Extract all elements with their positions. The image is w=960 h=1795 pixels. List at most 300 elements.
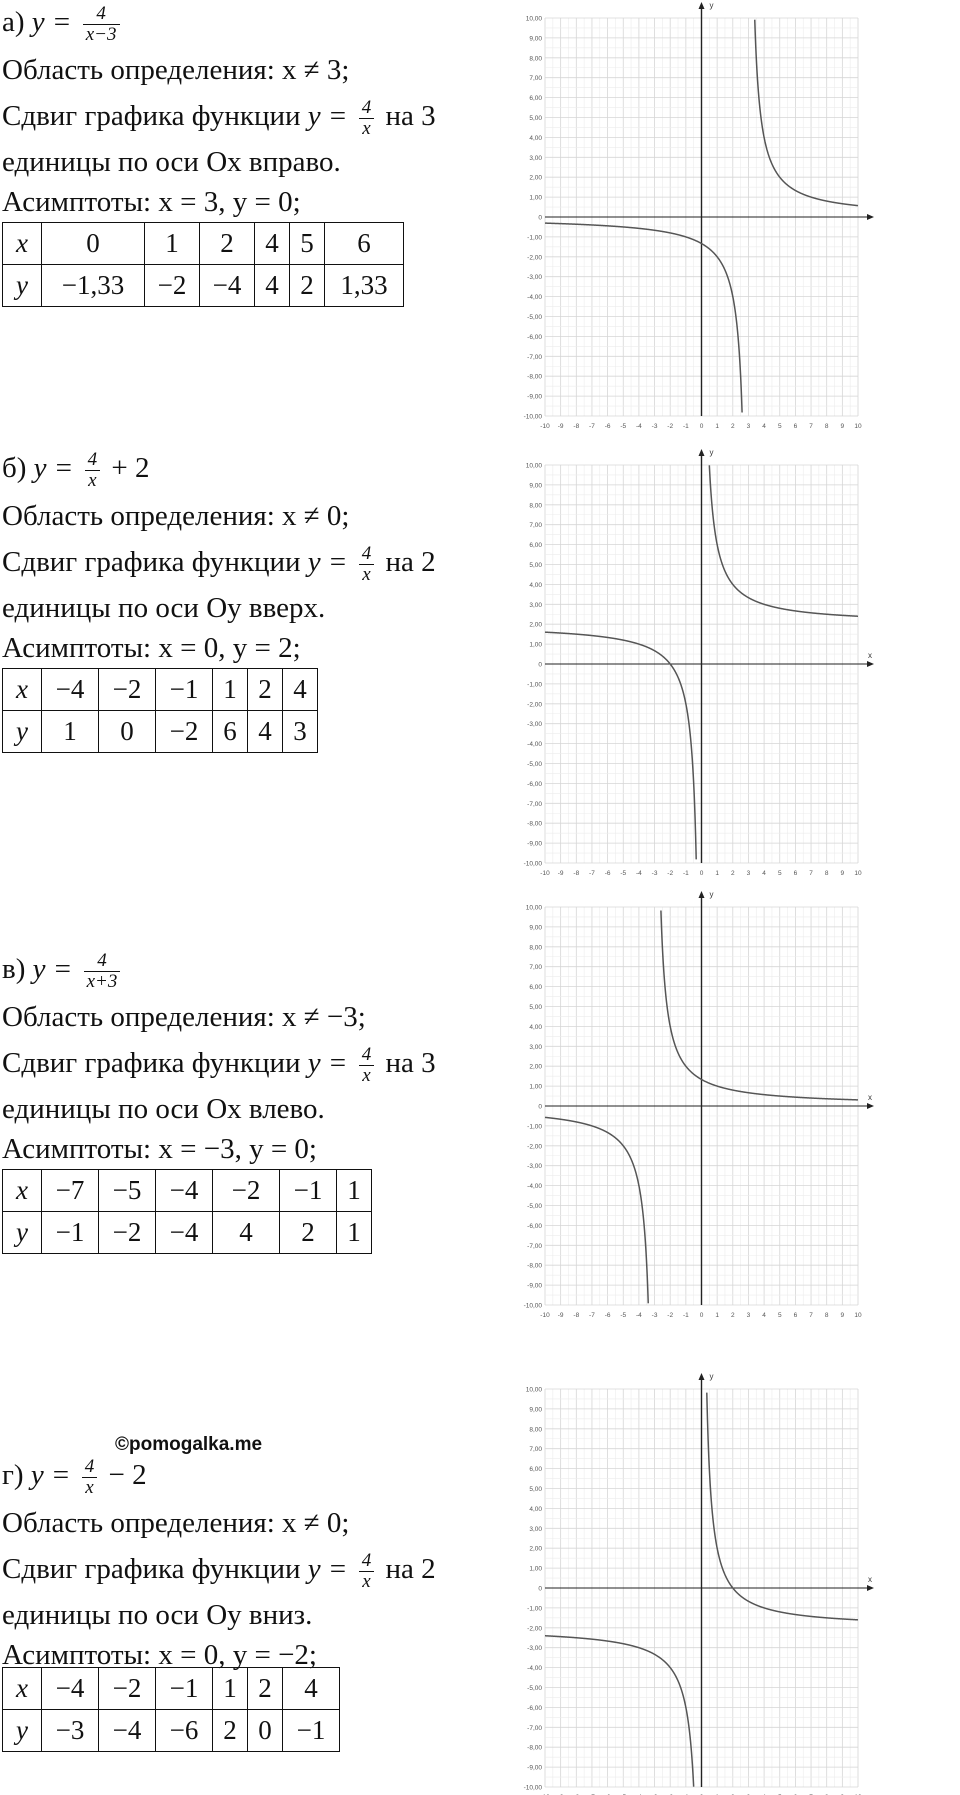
x-axis-arrow <box>867 661 874 667</box>
x-tick-label: 5 <box>777 870 782 877</box>
y-tick-label: -3,00 <box>527 1645 542 1653</box>
y-tick-label: -8,00 <box>527 1262 542 1270</box>
x-tick-label: 1 <box>715 423 719 430</box>
table-cell: 1 <box>42 711 99 753</box>
table-header-y: y <box>3 265 42 307</box>
x-tick-label: -10 <box>540 423 550 430</box>
shift-fraction <box>359 98 375 139</box>
table-cell: −2 <box>145 265 200 307</box>
fraction-denominator: x <box>359 1571 375 1592</box>
y-tick-label: -9,00 <box>527 1764 542 1772</box>
x-tick-label: 0 <box>699 1312 704 1319</box>
table-row-x <box>3 669 318 711</box>
x-tick-label: 1 <box>715 1312 719 1319</box>
formula-fraction <box>85 450 101 491</box>
fraction-denominator: x+3 <box>84 971 121 992</box>
x-tick-label: 9 <box>840 870 845 877</box>
x-tick-label: 3 <box>746 423 751 430</box>
function-plot-d <box>510 1355 960 1795</box>
x-tick-label: -8 <box>573 870 580 877</box>
values-table <box>2 1169 372 1254</box>
x-axis-label: x <box>868 651 872 660</box>
y-tick-label: 6,00 <box>529 542 542 550</box>
problem-d <box>0 1355 960 1795</box>
table-header-y: y <box>3 1710 42 1752</box>
y-tick-label: -4,00 <box>527 1665 542 1673</box>
x-tick-label: -10 <box>540 870 550 877</box>
formula-fraction <box>83 4 120 45</box>
y-tick-label: 7,00 <box>529 1446 542 1454</box>
table-cell: 2 <box>280 1212 337 1254</box>
table-cell: −1 <box>156 669 213 711</box>
problem-a <box>0 0 960 440</box>
fraction-numerator: 4 <box>97 950 107 971</box>
y-tick-label: 6,00 <box>529 95 542 103</box>
fraction-numerator: 4 <box>361 1044 372 1065</box>
y-tick-label: 4,00 <box>529 1023 542 1031</box>
y-axis-label: y <box>709 1 714 10</box>
x-tick-label: -8 <box>573 1312 580 1319</box>
fraction-denominator: x <box>359 564 375 585</box>
x-tick-label: -6 <box>604 423 611 430</box>
table-header-y: y <box>3 711 42 753</box>
curve-right-branch <box>661 911 858 1100</box>
problem-letter: а) <box>2 6 25 39</box>
y-tick-label: 8,00 <box>529 502 542 510</box>
y-tick-label: -3,00 <box>527 1163 542 1171</box>
shift-post: на 2 <box>385 546 436 579</box>
y-tick-label: -10,00 <box>523 413 542 421</box>
x-tick-label: 10 <box>854 870 862 877</box>
y-axis-arrow <box>699 2 705 9</box>
problem-b-formula <box>2 450 149 491</box>
shift-post: на 3 <box>385 1047 436 1080</box>
table-row-x <box>3 1170 372 1212</box>
table-cell: −1 <box>42 1212 99 1254</box>
y-tick-label: 9,00 <box>529 924 542 932</box>
table-cell: 0 <box>248 1710 283 1752</box>
y-axis-arrow <box>699 449 705 456</box>
y-tick-label: 2,00 <box>529 1545 542 1553</box>
y-tick-label: -9,00 <box>527 393 542 401</box>
x-tick-label: 6 <box>793 870 798 877</box>
y-axis-label: y <box>709 1372 714 1381</box>
y-tick-label: -1,00 <box>527 1605 542 1613</box>
x-tick-label: -7 <box>589 870 595 877</box>
fraction-numerator: 4 <box>361 97 372 118</box>
y-tick-label: 4,00 <box>529 1505 542 1513</box>
x-tick-label: -5 <box>620 1312 627 1319</box>
x-tick-label: -2 <box>667 1312 674 1319</box>
y-tick-label: -8,00 <box>527 373 542 381</box>
y-tick-label: 5,00 <box>529 115 542 122</box>
x-tick-label: 3 <box>746 1312 751 1319</box>
x-axis-label: x <box>868 1575 872 1584</box>
x-tick-label: 8 <box>824 870 829 877</box>
y-tick-label: -4,00 <box>527 1183 542 1191</box>
table-row-y <box>3 711 318 753</box>
x-tick-label: -6 <box>604 1312 611 1319</box>
shift-fraction <box>359 544 375 585</box>
table-cell: −2 <box>156 711 213 753</box>
table-cell: −5 <box>99 1170 156 1212</box>
y-tick-label: 7,00 <box>529 522 542 530</box>
table-cell: −3 <box>42 1710 99 1752</box>
y-tick-label: 2,00 <box>529 174 542 182</box>
x-tick-label: -1 <box>682 1312 689 1319</box>
shift-line <box>2 98 436 139</box>
y-tick-label: 9,00 <box>529 1406 542 1414</box>
formula-tail: − 2 <box>108 1459 147 1492</box>
x-tick-label: 4 <box>762 870 766 877</box>
y-axis-label: y <box>709 448 714 457</box>
y-tick-label: 5,00 <box>529 562 542 569</box>
y-tick-label: 2,00 <box>529 621 542 629</box>
y-tick-label: -2,00 <box>527 1625 542 1633</box>
problem-letter: в) <box>2 953 26 986</box>
x-tick-label: 6 <box>793 1312 798 1319</box>
problem-letter: б) <box>2 452 27 485</box>
asymptotes-line: Асимптоты: x = −3, y = 0; <box>2 1133 317 1165</box>
fraction-numerator: 4 <box>96 3 106 24</box>
table-cell: 4 <box>255 265 290 307</box>
shift-fraction <box>359 1551 375 1592</box>
y-tick-label: -6,00 <box>527 333 542 341</box>
values-table <box>2 1667 340 1752</box>
y-tick-label: 7,00 <box>529 964 542 972</box>
y-tick-label: 1,00 <box>529 1565 542 1573</box>
formula-fraction <box>84 951 121 992</box>
y-tick-label: 3,00 <box>529 601 542 609</box>
shift-line-2: единицы по оси Oy вниз. <box>2 1599 313 1631</box>
problem-a-formula <box>2 4 124 45</box>
shift-line-2: единицы по оси Ox влево. <box>2 1093 325 1125</box>
y-tick-label: 5,00 <box>529 1486 542 1493</box>
table-cell: 5 <box>290 223 325 265</box>
x-tick-label: 8 <box>824 1312 829 1319</box>
problem-d-formula <box>2 1457 147 1498</box>
x-tick-label: -5 <box>620 870 627 877</box>
table-header-x: x <box>3 669 42 711</box>
table-row-x <box>3 223 404 265</box>
table-cell: 2 <box>200 223 255 265</box>
y-tick-label: -9,00 <box>527 1282 542 1290</box>
x-axis-arrow <box>867 214 874 220</box>
shift-line-2: единицы по оси Ox вправо. <box>2 146 341 178</box>
x-tick-label: 0 <box>699 423 704 430</box>
shift-line <box>2 544 436 585</box>
table-cell: 4 <box>283 1668 340 1710</box>
x-tick-label: 2 <box>730 1312 735 1319</box>
y-tick-label: -5,00 <box>527 314 542 321</box>
table-header-x: x <box>3 1668 42 1710</box>
table-cell: 4 <box>255 223 290 265</box>
fraction-denominator: x <box>359 1065 375 1086</box>
x-tick-label: 10 <box>854 1312 862 1319</box>
shift-pre: Сдвиг графика функции <box>2 100 301 133</box>
y-tick-label: 9,00 <box>529 35 542 43</box>
table-cell: −4 <box>156 1170 213 1212</box>
y-tick-label: 8,00 <box>529 55 542 63</box>
fraction-denominator: x−3 <box>83 24 120 45</box>
x-tick-label: 10 <box>854 423 862 430</box>
table-cell: −4 <box>99 1710 156 1752</box>
y-axis-arrow <box>699 891 705 898</box>
x-tick-label: 7 <box>809 870 813 877</box>
x-tick-label: -9 <box>557 1312 564 1319</box>
table-row-y <box>3 1212 372 1254</box>
y-tick-label: 0 <box>538 661 542 669</box>
fraction-numerator: 4 <box>361 543 372 564</box>
y-tick-label: 8,00 <box>529 944 542 952</box>
shift-lhs: y = <box>307 546 348 579</box>
y-tick-label: -3,00 <box>527 721 542 729</box>
y-tick-label: 1,00 <box>529 1083 542 1091</box>
problem-b <box>0 448 960 888</box>
fraction-numerator: 4 <box>361 1550 372 1571</box>
x-tick-label: -9 <box>557 870 564 877</box>
problem-letter: г) <box>2 1459 24 1492</box>
shift-lhs: y = <box>307 100 348 133</box>
table-cell: −4 <box>42 669 99 711</box>
table-cell: 1 <box>213 669 248 711</box>
y-tick-label: -9,00 <box>527 840 542 848</box>
table-cell: −2 <box>213 1170 280 1212</box>
formula-fraction <box>82 1457 98 1498</box>
shift-fraction <box>359 1045 375 1086</box>
y-tick-label: -8,00 <box>527 1744 542 1752</box>
x-tick-label: 9 <box>840 423 845 430</box>
table-cell: −1 <box>283 1710 340 1752</box>
x-tick-label: -2 <box>667 870 674 877</box>
asymptotes-line: Асимптоты: x = 0, y = 2; <box>2 632 301 664</box>
table-cell: −2 <box>99 1212 156 1254</box>
asymptotes-line: Асимптоты: x = 0, y = −2; <box>2 1639 317 1671</box>
x-tick-label: -1 <box>682 870 689 877</box>
table-cell: −1,33 <box>42 265 145 307</box>
table-cell: 0 <box>42 223 145 265</box>
y-tick-label: 3,00 <box>529 154 542 162</box>
x-axis-arrow <box>867 1585 874 1591</box>
x-tick-label: -1 <box>682 423 689 430</box>
shift-line-2: единицы по оси Oy вверх. <box>2 592 326 624</box>
x-tick-label: -4 <box>636 423 642 430</box>
table-cell: −1 <box>156 1668 213 1710</box>
x-tick-label: 0 <box>699 870 704 877</box>
y-tick-label: 0 <box>538 214 542 222</box>
table-cell: −6 <box>156 1710 213 1752</box>
fraction-numerator: 4 <box>84 1456 95 1477</box>
x-tick-label: 2 <box>730 423 735 430</box>
y-tick-label: 10,00 <box>525 1386 542 1394</box>
y-tick-label: 10,00 <box>525 904 542 912</box>
y-tick-label: 4,00 <box>529 134 542 142</box>
x-tick-label: 9 <box>840 1312 845 1319</box>
shift-line <box>2 1551 436 1592</box>
y-tick-label: 1,00 <box>529 194 542 202</box>
x-tick-label: -4 <box>636 1312 642 1319</box>
table-cell: 1 <box>213 1668 248 1710</box>
curve-right-branch <box>709 465 858 616</box>
y-tick-label: -4,00 <box>527 294 542 302</box>
x-tick-label: -3 <box>651 423 658 430</box>
table-cell: −4 <box>200 265 255 307</box>
y-tick-label: -2,00 <box>527 1143 542 1151</box>
x-tick-label: 3 <box>746 870 751 877</box>
table-cell: 3 <box>283 711 318 753</box>
domain-line: Область определения: x ≠ 0; <box>2 500 350 532</box>
fraction-numerator: 4 <box>87 449 98 470</box>
y-tick-label: -5,00 <box>527 1203 542 1210</box>
shift-lhs: y = <box>307 1553 348 1586</box>
function-plot-a <box>510 0 960 440</box>
shift-lhs: y = <box>307 1047 348 1080</box>
x-tick-label: -6 <box>604 870 611 877</box>
domain-line: Область определения: x ≠ −3; <box>2 1001 366 1033</box>
formula-lhs: y = <box>30 1459 71 1492</box>
table-row-y <box>3 265 404 307</box>
table-cell: −1 <box>280 1170 337 1212</box>
x-tick-label: 8 <box>824 423 829 430</box>
x-tick-label: -5 <box>620 423 627 430</box>
y-tick-label: 9,00 <box>529 482 542 490</box>
y-tick-label: -5,00 <box>527 761 542 768</box>
y-tick-label: 8,00 <box>529 1426 542 1434</box>
table-cell: −7 <box>42 1170 99 1212</box>
table-cell: −4 <box>156 1212 213 1254</box>
y-tick-label: 3,00 <box>529 1043 542 1051</box>
formula-lhs: y = <box>31 6 72 39</box>
table-cell: 1 <box>145 223 200 265</box>
shift-post: на 3 <box>385 100 436 133</box>
table-cell: 2 <box>248 669 283 711</box>
y-tick-label: -2,00 <box>527 701 542 709</box>
curve-left-branch <box>545 1636 694 1787</box>
domain-line: Область определения: x ≠ 3; <box>2 54 350 86</box>
y-tick-label: 0 <box>538 1103 542 1111</box>
y-tick-label: -10,00 <box>523 860 542 868</box>
formula-lhs: y = <box>33 452 74 485</box>
shift-post: на 2 <box>385 1553 436 1586</box>
x-tick-label: 5 <box>777 423 782 430</box>
asymptotes-line: Асимптоты: x = 3, y = 0; <box>2 186 301 218</box>
table-cell: 2 <box>248 1668 283 1710</box>
problem-c <box>0 889 960 1329</box>
table-cell: 2 <box>213 1710 248 1752</box>
x-axis-arrow <box>867 1103 874 1109</box>
table-cell: 4 <box>283 669 318 711</box>
x-tick-label: -4 <box>636 870 642 877</box>
table-row-x <box>3 1668 340 1710</box>
table-cell: 6 <box>213 711 248 753</box>
table-cell: −4 <box>42 1668 99 1710</box>
y-axis-label: y <box>709 890 714 899</box>
table-cell: 6 <box>325 223 404 265</box>
x-tick-label: -7 <box>589 423 595 430</box>
y-tick-label: 10,00 <box>525 15 542 23</box>
y-tick-label: -1,00 <box>527 234 542 242</box>
x-tick-label: -3 <box>651 1312 658 1319</box>
x-tick-label: 6 <box>793 423 798 430</box>
y-tick-label: -7,00 <box>527 1242 542 1250</box>
y-tick-label: -4,00 <box>527 741 542 749</box>
table-header-x: x <box>3 223 42 265</box>
x-tick-label: 7 <box>809 423 813 430</box>
table-cell: 2 <box>290 265 325 307</box>
table-cell: 1,33 <box>325 265 404 307</box>
x-tick-label: 4 <box>762 423 766 430</box>
y-tick-label: 0 <box>538 1585 542 1593</box>
watermark: ©pomogalka.me <box>115 1434 263 1455</box>
y-tick-label: -1,00 <box>527 681 542 689</box>
shift-pre: Сдвиг графика функции <box>2 546 301 579</box>
table-cell: −2 <box>99 669 156 711</box>
y-tick-label: -8,00 <box>527 820 542 828</box>
x-tick-label: 7 <box>809 1312 813 1319</box>
y-tick-label: -7,00 <box>527 353 542 361</box>
y-tick-label: -6,00 <box>527 1222 542 1230</box>
table-header-x: x <box>3 1170 42 1212</box>
y-tick-label: 6,00 <box>529 1466 542 1474</box>
x-tick-label: 5 <box>777 1312 782 1319</box>
y-tick-label: -6,00 <box>527 780 542 788</box>
table-cell: 4 <box>213 1212 280 1254</box>
function-plot-c <box>510 889 960 1329</box>
y-tick-label: 10,00 <box>525 462 542 470</box>
x-tick-label: 1 <box>715 870 719 877</box>
y-tick-label: -6,00 <box>527 1704 542 1712</box>
table-row-y <box>3 1710 340 1752</box>
values-table <box>2 668 318 753</box>
x-tick-label: 4 <box>762 1312 766 1319</box>
y-tick-label: -3,00 <box>527 274 542 282</box>
table-header-y: y <box>3 1212 42 1254</box>
x-tick-label: -7 <box>589 1312 595 1319</box>
fraction-denominator: x <box>85 470 101 491</box>
table-cell: 4 <box>248 711 283 753</box>
table-cell: −2 <box>99 1668 156 1710</box>
y-tick-label: -10,00 <box>523 1302 542 1310</box>
table-cell: 1 <box>337 1212 372 1254</box>
x-tick-label: -8 <box>573 423 580 430</box>
domain-line: Область определения: x ≠ 0; <box>2 1507 350 1539</box>
x-axis-label: x <box>868 1093 872 1102</box>
x-tick-label: -9 <box>557 423 564 430</box>
shift-pre: Сдвиг графика функции <box>2 1553 301 1586</box>
y-tick-label: -2,00 <box>527 254 542 262</box>
curve-left-branch <box>545 632 696 859</box>
x-tick-label: -3 <box>651 870 658 877</box>
y-tick-label: -10,00 <box>523 1784 542 1792</box>
x-tick-label: -2 <box>667 423 674 430</box>
problem-c-formula <box>2 951 124 992</box>
y-tick-label: 5,00 <box>529 1004 542 1011</box>
values-table <box>2 222 404 307</box>
x-tick-label: 2 <box>730 870 735 877</box>
curve-right-branch <box>707 1393 858 1620</box>
table-cell: 1 <box>337 1170 372 1212</box>
y-tick-label: -7,00 <box>527 800 542 808</box>
formula-lhs: y = <box>32 953 73 986</box>
curve-left-branch <box>545 223 742 412</box>
table-cell: 0 <box>99 711 156 753</box>
fraction-denominator: x <box>359 118 375 139</box>
y-tick-label: 6,00 <box>529 984 542 992</box>
y-tick-label: 2,00 <box>529 1063 542 1071</box>
formula-tail: + 2 <box>111 452 150 485</box>
shift-line <box>2 1045 436 1086</box>
y-tick-label: 7,00 <box>529 75 542 83</box>
